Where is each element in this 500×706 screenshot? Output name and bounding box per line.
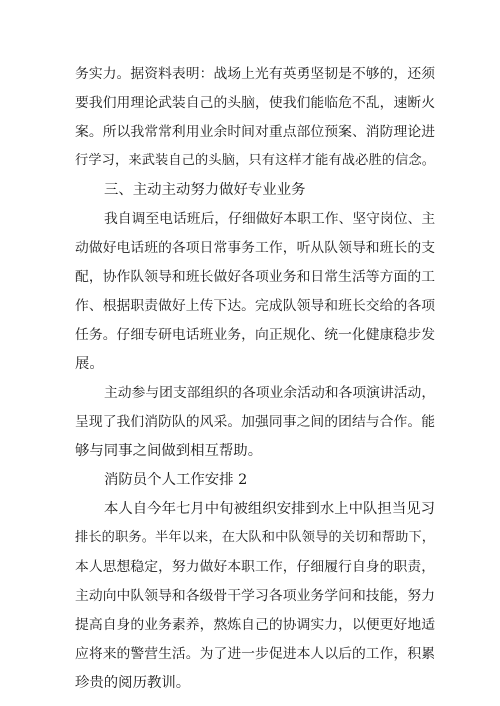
paragraph-line: 任务。仔细专研电话班业务，向正规化、统一化健康稳步发 bbox=[75, 327, 435, 343]
paragraph-line: 案。所以我常常利用业余时间对重点部位预案、消防理论进 bbox=[75, 124, 435, 140]
paragraph-line: 动做好电话班的各项日常事务工作，听从队领导和班长的支 bbox=[75, 240, 435, 256]
paragraph-line: 作、根据职责做好上传下达。完成队领导和班长交给的各项 bbox=[75, 298, 435, 314]
paragraph-line: 配，协作队领导和班长做好各项业务和日常生活等方面的工 bbox=[75, 269, 435, 285]
paragraph-line: 要我们用理论武装自己的头脑，使我们能临危不乱，速断火 bbox=[75, 95, 435, 111]
paragraph-line: 本人自今年七月中旬被组织安排到水上中队担当见习 bbox=[104, 501, 435, 517]
section-heading: 三、主动主动努力做好专业业务 bbox=[104, 182, 306, 198]
paragraph-line: 排长的职务。半年以来，在大队和中队领导的关切和帮助下， bbox=[75, 530, 435, 545]
paragraph-line: 够与同事之间做到相互帮助。 bbox=[75, 443, 263, 459]
paragraph-line: 务实力。据资料表明：战场上光有英勇坚韧是不够的，还须 bbox=[75, 66, 435, 82]
paragraph-line: 行学习，来武装自己的头脑，只有这样才能有战必胜的信念。 bbox=[75, 153, 435, 168]
paragraph-line: 我自调至电话班后，仔细做好本职工作、坚守岗位、主 bbox=[104, 211, 436, 227]
paragraph-line: 主动参与团支部组织的各项业余活动和各项演讲活动， bbox=[104, 385, 436, 401]
paragraph-line: 呈现了我们消防队的风采。加强同事之间的团结与合作。能 bbox=[75, 414, 435, 430]
paragraph-line: 提高自身的业务素养，熬炼自己的协调实力，以便更好地适 bbox=[75, 617, 435, 633]
section-heading: 消防员个人工作安排 2 bbox=[104, 472, 248, 488]
paragraph-line: 珍贵的阅历教训。 bbox=[75, 675, 191, 691]
paragraph-line: 应将来的警营生活。为了进一步促进本人以后的工作，积累 bbox=[75, 646, 435, 662]
paragraph-line: 本人思想稳定，努力做好本职工作，仔细履行自身的职责， bbox=[75, 559, 435, 575]
paragraph-line: 主动向中队领导和各级骨干学习各项业务学问和技能，努力 bbox=[75, 588, 435, 604]
paragraph-line: 展。 bbox=[75, 356, 104, 372]
